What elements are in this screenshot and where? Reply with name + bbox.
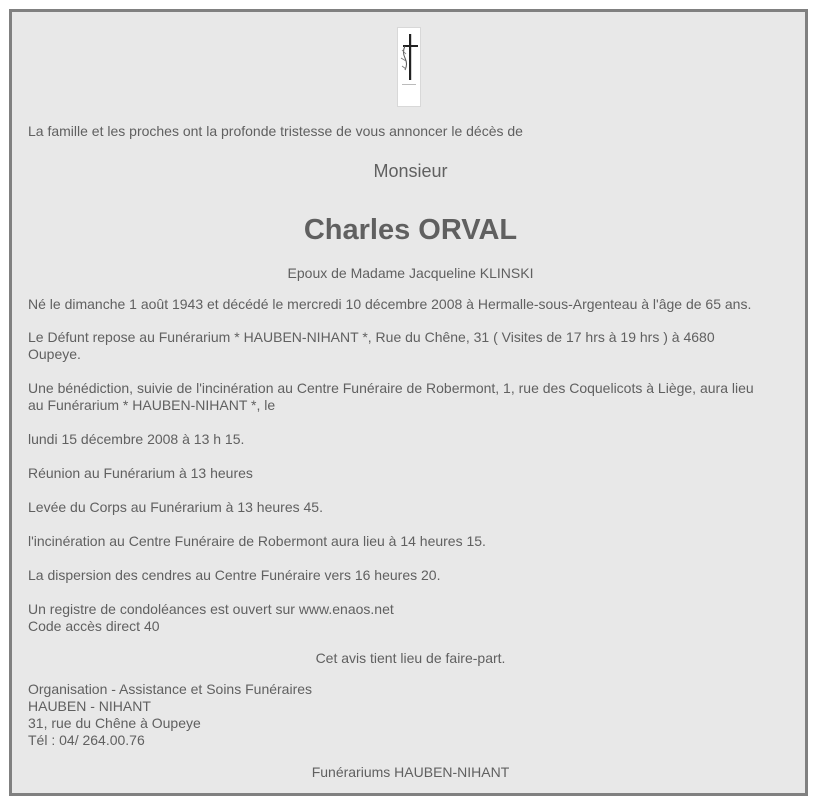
repose-line: Le Défunt repose au Funérarium * HAUBEN-NIHANT *, Rue du Chêne, 31 ( Visites de 17 hrs à 19 hrs ) à 4680 xyxy=(28,329,715,345)
ceremony-date: lundi 15 décembre 2008 à 13 h 15. xyxy=(28,431,245,447)
dispersion-time: La dispersion des cendres au Centre Funéraire vers 16 heures 20. xyxy=(28,567,441,583)
birth-death-text: Né le dimanche 1 août 1943 et décédé le mercredi 10 décembre 2008 à Hermalle-sous-Argenteau à l'âge de 65 ans. xyxy=(28,296,752,312)
registry-line: Un registre de condoléances est ouvert sur www.enaos.net xyxy=(28,601,394,617)
intro-text: La famille et les proches ont la profonde tristesse de vous annoncer le décès de xyxy=(28,123,523,139)
incineration-time: l'incinération au Centre Funéraire de Robermont aura lieu à 14 heures 15. xyxy=(28,533,486,549)
repose-text xyxy=(28,329,793,363)
blessing-line: au Funérarium * HAUBEN-NIHANT *, le xyxy=(28,397,276,413)
organization-block xyxy=(28,681,793,749)
cross-icon xyxy=(397,27,421,107)
blessing-line: Une bénédiction, suivie de l'incinération au Centre Funéraire de Robermont, 1, rue des Coquelicots à Liège, aura lieu xyxy=(28,380,754,396)
meeting-time: Réunion au Funérarium à 13 heures xyxy=(28,465,253,481)
levee-time: Levée du Corps au Funérarium à 13 heures 45. xyxy=(28,499,323,515)
condolence-registry xyxy=(28,601,793,635)
honorific: Monsieur xyxy=(373,161,448,181)
organization-line: Organisation - Assistance et Soins Funéraires xyxy=(28,681,313,697)
repose-line: Oupeye. xyxy=(28,346,81,362)
spouse-line: Epoux de Madame Jacqueline KLINSKI xyxy=(287,265,534,281)
organization-line: Tél : 04/ 264.00.76 xyxy=(28,732,145,748)
death-notice-card xyxy=(9,9,808,796)
registry-line: Code accès direct 40 xyxy=(28,618,160,634)
footer-text: Funérariums HAUBEN-NIHANT xyxy=(311,764,510,780)
organization-line: HAUBEN - NIHANT xyxy=(28,698,151,714)
deceased-name: Charles ORVAL xyxy=(303,214,518,246)
cross-icon-graphic xyxy=(398,28,420,106)
blessing-text xyxy=(28,380,793,414)
notice-text: Cet avis tient lieu de faire-part. xyxy=(315,650,506,666)
organization-line: 31, rue du Chêne à Oupeye xyxy=(28,715,201,731)
